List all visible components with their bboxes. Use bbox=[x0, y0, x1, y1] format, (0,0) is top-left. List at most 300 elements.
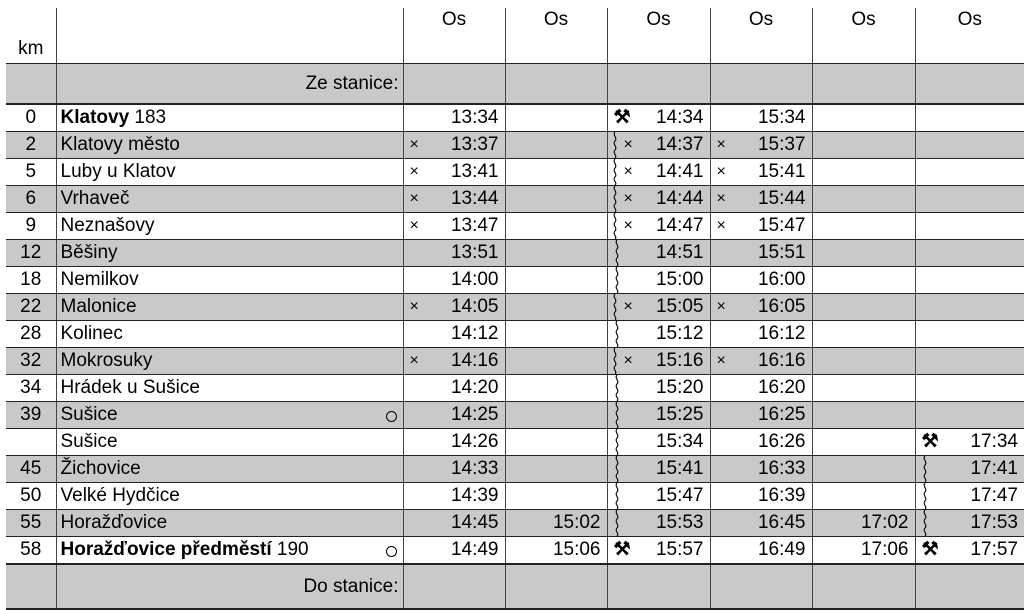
time-cell bbox=[607, 267, 710, 294]
hammer-pick-icon: ⚒ bbox=[921, 539, 939, 560]
time-cell bbox=[812, 402, 915, 429]
time-cell bbox=[607, 321, 710, 348]
departure-time: 14:00 bbox=[450, 269, 499, 290]
train-type-header: Os bbox=[915, 8, 1024, 64]
time-cell bbox=[710, 104, 812, 132]
departure-time: 15:51 bbox=[757, 242, 806, 263]
hammer-pick-icon: ⚒ bbox=[921, 431, 939, 452]
table-row bbox=[6, 186, 1024, 213]
km-cell: 45 bbox=[6, 456, 56, 483]
time-cell bbox=[915, 186, 1024, 213]
time-cell bbox=[812, 132, 915, 159]
time-cell bbox=[915, 537, 1024, 565]
cross-icon: × bbox=[409, 190, 419, 207]
time-cell bbox=[710, 429, 812, 456]
departure-time: 15:34 bbox=[655, 431, 704, 452]
time-cell bbox=[710, 186, 812, 213]
table-row bbox=[6, 132, 1024, 159]
station-name: Horažďovice předměstí bbox=[60, 539, 272, 560]
wavy-line-icon bbox=[610, 213, 620, 239]
table-row bbox=[6, 104, 1024, 132]
station-name: Mokrosuky bbox=[60, 350, 153, 371]
cross-icon: × bbox=[716, 298, 726, 315]
wavy-line-icon bbox=[920, 483, 930, 509]
station-cell bbox=[56, 348, 403, 375]
station-name: Hrádek u Sušice bbox=[60, 377, 200, 398]
to-station-cell bbox=[915, 564, 1024, 609]
station-cell bbox=[56, 456, 403, 483]
station-cell bbox=[56, 321, 403, 348]
time-cell bbox=[403, 402, 505, 429]
time-cell bbox=[710, 294, 812, 321]
wavy-line-icon bbox=[612, 510, 622, 536]
departure-time: 13:41 bbox=[450, 161, 499, 182]
wavy-line-icon bbox=[612, 429, 622, 455]
departure-time: 15:53 bbox=[655, 512, 704, 533]
departure-time: 17:57 bbox=[970, 539, 1018, 560]
time-cell bbox=[915, 213, 1024, 240]
departure-time: 15:47 bbox=[655, 485, 704, 506]
station-name: Horažďovice bbox=[60, 512, 168, 533]
departure-time: 16:20 bbox=[757, 377, 806, 398]
time-cell bbox=[505, 267, 607, 294]
departure-time: 14:33 bbox=[450, 458, 499, 479]
wavy-line-icon bbox=[612, 456, 622, 482]
to-km-cell bbox=[6, 564, 56, 609]
time-cell bbox=[607, 483, 710, 510]
station-cell bbox=[56, 537, 403, 565]
table-row bbox=[6, 456, 1024, 483]
time-cell bbox=[403, 294, 505, 321]
to-station-label: Do stanice: bbox=[56, 564, 403, 609]
hammer-pick-icon: ⚒ bbox=[613, 107, 631, 128]
time-cell bbox=[915, 104, 1024, 132]
departure-time: 15:34 bbox=[757, 107, 806, 128]
time-cell bbox=[403, 104, 505, 132]
from-station-cell bbox=[505, 64, 607, 105]
departure-time: 15:00 bbox=[655, 269, 704, 290]
time-cell bbox=[607, 537, 710, 565]
departure-time: 14:49 bbox=[450, 539, 499, 560]
time-cell bbox=[505, 321, 607, 348]
time-cell bbox=[710, 132, 812, 159]
time-cell bbox=[812, 294, 915, 321]
departure-time: 14:51 bbox=[655, 242, 704, 263]
departure-time: 17:34 bbox=[970, 431, 1018, 452]
time-cell bbox=[505, 213, 607, 240]
km-cell: 9 bbox=[6, 213, 56, 240]
departure-time: 16:12 bbox=[757, 323, 806, 344]
departure-time: 16:39 bbox=[757, 485, 806, 506]
header-row bbox=[6, 8, 1024, 64]
table-row bbox=[6, 510, 1024, 537]
table-row bbox=[6, 537, 1024, 565]
timetable bbox=[6, 8, 1024, 610]
table-reference: 183 bbox=[134, 107, 167, 128]
km-cell: 58 bbox=[6, 537, 56, 565]
wavy-line-icon bbox=[920, 456, 930, 482]
departure-time: 15:05 bbox=[655, 296, 704, 317]
time-cell bbox=[607, 159, 710, 186]
table-row bbox=[6, 213, 1024, 240]
departure-time: 15:41 bbox=[655, 458, 704, 479]
time-cell bbox=[812, 321, 915, 348]
time-cell bbox=[812, 483, 915, 510]
from-station-label: Ze stanice: bbox=[56, 64, 403, 105]
time-cell bbox=[505, 348, 607, 375]
time-cell bbox=[915, 321, 1024, 348]
table-reference: 190 bbox=[276, 539, 309, 560]
from-station-cell bbox=[403, 64, 505, 105]
time-cell bbox=[812, 510, 915, 537]
time-cell bbox=[505, 429, 607, 456]
time-cell bbox=[403, 186, 505, 213]
departure-time: 15:44 bbox=[757, 188, 806, 209]
station-cell bbox=[56, 402, 403, 429]
departure-time: 14:41 bbox=[655, 161, 704, 182]
time-cell bbox=[505, 294, 607, 321]
table-row bbox=[6, 402, 1024, 429]
cross-icon: × bbox=[623, 352, 633, 369]
station-name: Vrhaveč bbox=[60, 188, 130, 209]
table-row bbox=[6, 240, 1024, 267]
departure-time: 16:26 bbox=[757, 431, 806, 452]
time-cell bbox=[710, 456, 812, 483]
time-cell bbox=[812, 429, 915, 456]
time-cell bbox=[505, 483, 607, 510]
time-cell bbox=[812, 186, 915, 213]
time-cell bbox=[915, 294, 1024, 321]
departure-time: 15:57 bbox=[655, 539, 704, 560]
train-type-header: Os bbox=[710, 8, 812, 64]
time-cell bbox=[505, 402, 607, 429]
table-row bbox=[6, 483, 1024, 510]
departure-time: 14:37 bbox=[655, 134, 704, 155]
departure-time: 14:16 bbox=[450, 350, 499, 371]
station-header bbox=[56, 8, 403, 64]
cross-icon: × bbox=[409, 136, 419, 153]
departure-time: 16:25 bbox=[757, 404, 806, 425]
time-cell bbox=[403, 375, 505, 402]
departure-time: 14:25 bbox=[450, 404, 499, 425]
station-name: Kolinec bbox=[60, 323, 123, 344]
departure-time: 15:41 bbox=[757, 161, 806, 182]
time-cell bbox=[505, 240, 607, 267]
time-cell bbox=[403, 132, 505, 159]
circle-icon bbox=[386, 546, 397, 557]
departure-time: 15:16 bbox=[655, 350, 704, 371]
train-type-header: Os bbox=[812, 8, 915, 64]
wavy-line-icon bbox=[610, 348, 620, 374]
time-cell bbox=[915, 267, 1024, 294]
station-cell bbox=[56, 294, 403, 321]
station-cell bbox=[56, 159, 403, 186]
table-row bbox=[6, 348, 1024, 375]
cross-icon: × bbox=[409, 163, 419, 180]
departure-time: 14:05 bbox=[450, 296, 499, 317]
departure-time: 13:51 bbox=[450, 242, 499, 263]
departure-time: 14:20 bbox=[450, 377, 499, 398]
wavy-line-icon bbox=[610, 159, 620, 185]
time-cell bbox=[403, 240, 505, 267]
km-cell: 0 bbox=[6, 104, 56, 132]
time-cell bbox=[505, 456, 607, 483]
cross-icon: × bbox=[409, 217, 419, 234]
time-cell bbox=[403, 321, 505, 348]
departure-time: 17:41 bbox=[970, 458, 1018, 479]
departure-time: 17:53 bbox=[970, 512, 1018, 533]
station-cell bbox=[56, 186, 403, 213]
km-cell: 6 bbox=[6, 186, 56, 213]
departure-time: 17:47 bbox=[970, 485, 1018, 506]
km-cell: 34 bbox=[6, 375, 56, 402]
km-cell: 5 bbox=[6, 159, 56, 186]
cross-icon: × bbox=[716, 163, 726, 180]
time-cell bbox=[915, 132, 1024, 159]
wavy-line-icon bbox=[612, 321, 622, 347]
time-cell bbox=[607, 132, 710, 159]
station-cell bbox=[56, 132, 403, 159]
station-name: Nemilkov bbox=[60, 269, 139, 290]
cross-icon: × bbox=[623, 190, 633, 207]
departure-time: 14:34 bbox=[655, 107, 704, 128]
station-name: Klatovy bbox=[60, 107, 130, 128]
time-cell bbox=[403, 456, 505, 483]
from-station-row bbox=[6, 64, 1024, 105]
wavy-line-icon bbox=[612, 240, 622, 266]
time-cell bbox=[915, 402, 1024, 429]
table-row bbox=[6, 321, 1024, 348]
time-cell bbox=[915, 240, 1024, 267]
wavy-line-icon bbox=[612, 483, 622, 509]
to-station-cell bbox=[505, 564, 607, 609]
wavy-line-icon bbox=[610, 132, 620, 158]
table-row bbox=[6, 159, 1024, 186]
time-cell bbox=[607, 186, 710, 213]
departure-time: 13:37 bbox=[450, 134, 499, 155]
departure-time: 15:12 bbox=[655, 323, 704, 344]
station-cell bbox=[56, 375, 403, 402]
time-cell bbox=[710, 375, 812, 402]
time-cell bbox=[403, 483, 505, 510]
to-station-row bbox=[6, 564, 1024, 609]
departure-time: 16:33 bbox=[757, 458, 806, 479]
time-cell bbox=[505, 186, 607, 213]
to-station-cell bbox=[812, 564, 915, 609]
km-cell: 2 bbox=[6, 132, 56, 159]
km-cell bbox=[6, 429, 56, 456]
train-type-header: Os bbox=[403, 8, 505, 64]
table-row bbox=[6, 294, 1024, 321]
departure-time: 16:05 bbox=[757, 296, 806, 317]
time-cell bbox=[812, 213, 915, 240]
departure-time: 17:02 bbox=[860, 512, 909, 533]
wavy-line-icon bbox=[920, 510, 930, 536]
station-name: Neznašovy bbox=[60, 215, 155, 236]
time-cell bbox=[710, 267, 812, 294]
time-cell bbox=[607, 429, 710, 456]
table-row bbox=[6, 375, 1024, 402]
time-cell bbox=[403, 429, 505, 456]
departure-time: 14:44 bbox=[655, 188, 704, 209]
from-km-cell bbox=[6, 64, 56, 105]
km-cell: 50 bbox=[6, 483, 56, 510]
km-cell: 55 bbox=[6, 510, 56, 537]
time-cell bbox=[812, 267, 915, 294]
departure-time: 13:47 bbox=[450, 215, 499, 236]
to-station-cell bbox=[403, 564, 505, 609]
time-cell bbox=[812, 375, 915, 402]
departure-time: 17:06 bbox=[860, 539, 909, 560]
station-cell bbox=[56, 510, 403, 537]
time-cell bbox=[607, 375, 710, 402]
departure-time: 15:47 bbox=[757, 215, 806, 236]
train-type-header: Os bbox=[607, 8, 710, 64]
time-cell bbox=[403, 537, 505, 565]
time-cell bbox=[915, 429, 1024, 456]
time-cell bbox=[403, 159, 505, 186]
km-cell: 12 bbox=[6, 240, 56, 267]
time-cell bbox=[607, 104, 710, 132]
from-station-cell bbox=[607, 64, 710, 105]
departure-time: 15:20 bbox=[655, 377, 704, 398]
departure-time: 15:06 bbox=[552, 539, 601, 560]
time-cell bbox=[505, 537, 607, 565]
station-cell bbox=[56, 483, 403, 510]
station-cell bbox=[56, 213, 403, 240]
time-cell bbox=[710, 402, 812, 429]
departure-time: 16:16 bbox=[757, 350, 806, 371]
cross-icon: × bbox=[716, 217, 726, 234]
time-cell bbox=[812, 104, 915, 132]
departure-time: 16:00 bbox=[757, 269, 806, 290]
cross-icon: × bbox=[716, 190, 726, 207]
departure-time: 14:39 bbox=[450, 485, 499, 506]
station-cell bbox=[56, 104, 403, 132]
time-cell bbox=[915, 159, 1024, 186]
to-station-cell bbox=[710, 564, 812, 609]
time-cell bbox=[915, 510, 1024, 537]
km-header: km bbox=[6, 8, 56, 64]
km-cell: 32 bbox=[6, 348, 56, 375]
cross-icon: × bbox=[623, 163, 633, 180]
cross-icon: × bbox=[623, 136, 633, 153]
time-cell bbox=[812, 537, 915, 565]
time-cell bbox=[403, 348, 505, 375]
time-cell bbox=[710, 159, 812, 186]
time-cell bbox=[710, 537, 812, 565]
station-name: Běšiny bbox=[60, 242, 118, 263]
station-name: Malonice bbox=[60, 296, 137, 317]
hammer-pick-icon: ⚒ bbox=[613, 539, 631, 560]
cross-icon: × bbox=[623, 217, 633, 234]
departure-time: 15:02 bbox=[552, 512, 601, 533]
departure-time: 14:12 bbox=[450, 323, 499, 344]
time-cell bbox=[607, 510, 710, 537]
wavy-line-icon bbox=[612, 267, 622, 293]
cross-icon: × bbox=[623, 298, 633, 315]
time-cell bbox=[607, 456, 710, 483]
time-cell bbox=[403, 267, 505, 294]
cross-icon: × bbox=[409, 352, 419, 369]
departure-time: 14:45 bbox=[450, 512, 499, 533]
cross-icon: × bbox=[716, 352, 726, 369]
station-name: Sušice bbox=[60, 431, 118, 452]
departure-time: 16:49 bbox=[757, 539, 806, 560]
cross-icon: × bbox=[409, 298, 419, 315]
table-row bbox=[6, 429, 1024, 456]
km-cell: 39 bbox=[6, 402, 56, 429]
wavy-line-icon bbox=[610, 294, 620, 320]
time-cell bbox=[710, 240, 812, 267]
from-station-cell bbox=[915, 64, 1024, 105]
time-cell bbox=[505, 159, 607, 186]
cross-icon: × bbox=[716, 136, 726, 153]
time-cell bbox=[812, 159, 915, 186]
time-cell bbox=[812, 348, 915, 375]
station-name: Žichovice bbox=[60, 458, 141, 479]
time-cell bbox=[607, 294, 710, 321]
station-name: Sušice bbox=[60, 404, 118, 425]
station-cell bbox=[56, 267, 403, 294]
time-cell bbox=[710, 213, 812, 240]
time-cell bbox=[505, 104, 607, 132]
train-type-header: Os bbox=[505, 8, 607, 64]
time-cell bbox=[710, 348, 812, 375]
time-cell bbox=[607, 348, 710, 375]
km-cell: 18 bbox=[6, 267, 56, 294]
time-cell bbox=[915, 483, 1024, 510]
departure-time: 13:34 bbox=[450, 107, 499, 128]
time-cell bbox=[915, 456, 1024, 483]
departure-time: 15:37 bbox=[757, 134, 806, 155]
time-cell bbox=[505, 375, 607, 402]
wavy-line-icon bbox=[610, 186, 620, 212]
km-cell: 28 bbox=[6, 321, 56, 348]
station-name: Klatovy město bbox=[60, 134, 180, 155]
time-cell bbox=[607, 213, 710, 240]
time-cell bbox=[505, 510, 607, 537]
to-station-cell bbox=[607, 564, 710, 609]
time-cell bbox=[710, 510, 812, 537]
station-name: Luby u Klatov bbox=[60, 161, 176, 182]
time-cell bbox=[607, 240, 710, 267]
departure-time: 16:45 bbox=[757, 512, 806, 533]
time-cell bbox=[915, 375, 1024, 402]
station-cell bbox=[56, 240, 403, 267]
time-cell bbox=[607, 402, 710, 429]
time-cell bbox=[403, 213, 505, 240]
km-cell: 22 bbox=[6, 294, 56, 321]
time-cell bbox=[812, 456, 915, 483]
from-station-cell bbox=[812, 64, 915, 105]
departure-time: 14:47 bbox=[655, 215, 704, 236]
time-cell bbox=[710, 321, 812, 348]
departure-time: 15:25 bbox=[655, 404, 704, 425]
station-cell bbox=[56, 429, 403, 456]
wavy-line-icon bbox=[612, 375, 622, 401]
from-station-cell bbox=[710, 64, 812, 105]
station-name: Velké Hydčice bbox=[60, 485, 180, 506]
circle-icon bbox=[386, 411, 397, 422]
time-cell bbox=[710, 483, 812, 510]
time-cell bbox=[915, 348, 1024, 375]
departure-time: 14:26 bbox=[450, 431, 499, 452]
table-row bbox=[6, 267, 1024, 294]
wavy-line-icon bbox=[612, 402, 622, 428]
time-cell bbox=[403, 510, 505, 537]
time-cell bbox=[812, 240, 915, 267]
